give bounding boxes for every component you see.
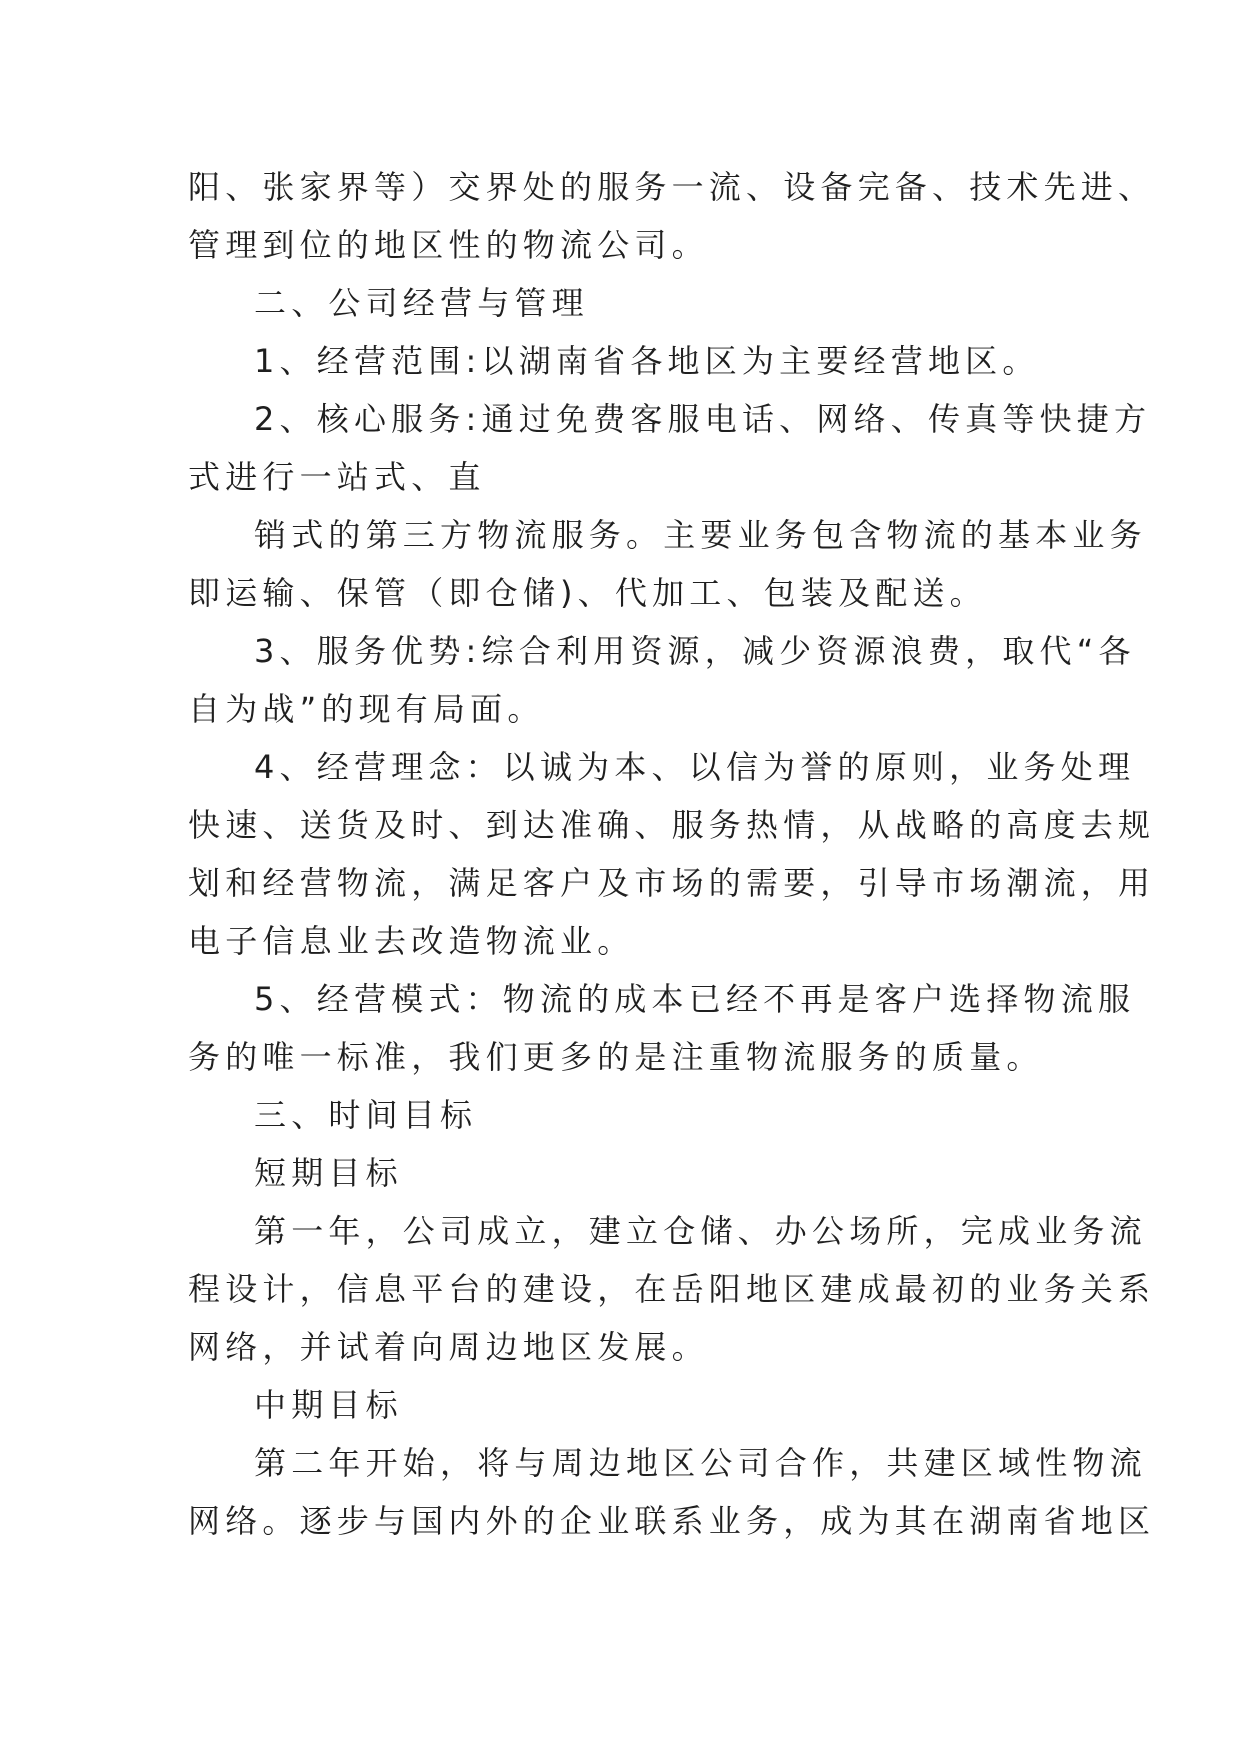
section-heading: 三、时间目标 (254, 1096, 478, 1134)
text-line: 即运输、保管（即仓储)、代加工、包装及配送。 (188, 574, 987, 612)
text-line: 管理到位的地区性的物流公司。 (188, 226, 709, 264)
text-line: 3、服务优势:综合利用资源，减少资源浪费，取代“各 (254, 632, 1136, 670)
text-line: 网络，并试着向周边地区发展。 (188, 1328, 709, 1366)
text-line: 5、经营模式：物流的成本已经不再是客户选择物流服 (254, 980, 1136, 1018)
text-line: 第二年开始，将与周边地区公司合作，共建区域性物流 (254, 1444, 1147, 1482)
text-line: 自为战”的现有局面。 (188, 690, 545, 728)
text-line: 4、经营理念：以诚为本、以信为誉的原则，业务处理 (254, 748, 1136, 786)
text-line: 第一年，公司成立，建立仓储、办公场所，完成业务流 (254, 1212, 1147, 1250)
text-line: 快速、送货及时、到达准确、服务热情，从战略的高度去规 (188, 806, 1156, 844)
section-heading: 二、公司经营与管理 (254, 284, 589, 322)
document-body (188, 158, 1156, 1550)
text-line: 2、核心服务:通过免费客服电话、网络、传真等快捷方 (254, 400, 1152, 438)
text-line: 网络。逐步与国内外的企业联系业务，成为其在湖南省地区 (188, 1502, 1156, 1540)
subsection-heading: 中期目标 (254, 1386, 403, 1424)
text-line: 销式的第三方物流服务。主要业务包含物流的基本业务 (254, 516, 1147, 554)
text-line: 式进行一站式、直 (188, 458, 486, 496)
text-line: 程设计，信息平台的建设，在岳阳地区建成最初的业务关系 (188, 1270, 1156, 1308)
text-line: 划和经营物流，满足客户及市场的需要，引导市场潮流，用 (188, 864, 1156, 902)
text-line: 1、经营范围:以湖南省各地区为主要经营地区。 (254, 342, 1040, 380)
subsection-heading: 短期目标 (254, 1154, 403, 1192)
text-line: 电子信息业去改造物流业。 (188, 922, 635, 960)
text-line: 阳、张家界等）交界处的服务一流、设备完备、技术先进、 (188, 168, 1156, 206)
text-line: 务的唯一标准，我们更多的是注重物流服务的质量。 (188, 1038, 1044, 1076)
